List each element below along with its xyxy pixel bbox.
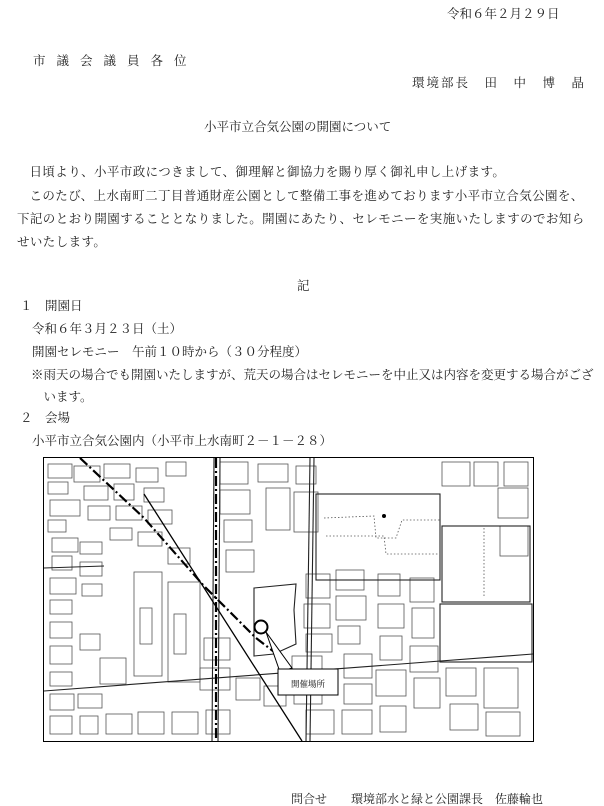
venue-marker bbox=[255, 621, 268, 634]
document-date: 令和６年２月２９日 bbox=[447, 6, 560, 21]
venue-address: 小平市立合気公園内（小平市上水南町２－１－２８） bbox=[32, 433, 333, 448]
main-paragraph: このたび、上水南町二丁目普通財産公園として整備工事を進めております小平市立合気公園を、下記のとおり開園することとなりました。開園にあたり、セレモニーを実施いたしますのでお知らせいたします。 bbox=[17, 188, 585, 249]
greeting-paragraph: 日頃より、小平市政につきまして、御理解と御協力を賜り厚く御礼申し上げます。 bbox=[29, 164, 506, 179]
addressee: 市議会議員各位 bbox=[33, 53, 198, 68]
venue-map bbox=[43, 457, 534, 742]
contact-footer: 問合せ 環境部水と緑と公園課長 佐藤輪也 bbox=[291, 792, 544, 806]
opening-date: 令和６年３月２３日（土） bbox=[32, 321, 183, 336]
venue-callout-label: 開催場所 bbox=[290, 680, 326, 690]
item-heading-opening-date: １ 開園日 bbox=[20, 298, 83, 313]
item-heading-venue: ２ 会場 bbox=[20, 410, 71, 425]
weather-note: ※雨天の場合でも開園いたしますが、荒天の場合はセレモニーを中止又は内容を変更する場合がございます。 bbox=[31, 367, 594, 404]
sender: 環境部長 田 中 博 晶 bbox=[412, 75, 587, 90]
ceremony-time: 開園セレモニー 午前１０時から（３０分程度） bbox=[32, 344, 308, 359]
ki-label: 記 bbox=[297, 278, 310, 293]
document-title: 小平市立合気公園の開園について bbox=[204, 119, 392, 134]
